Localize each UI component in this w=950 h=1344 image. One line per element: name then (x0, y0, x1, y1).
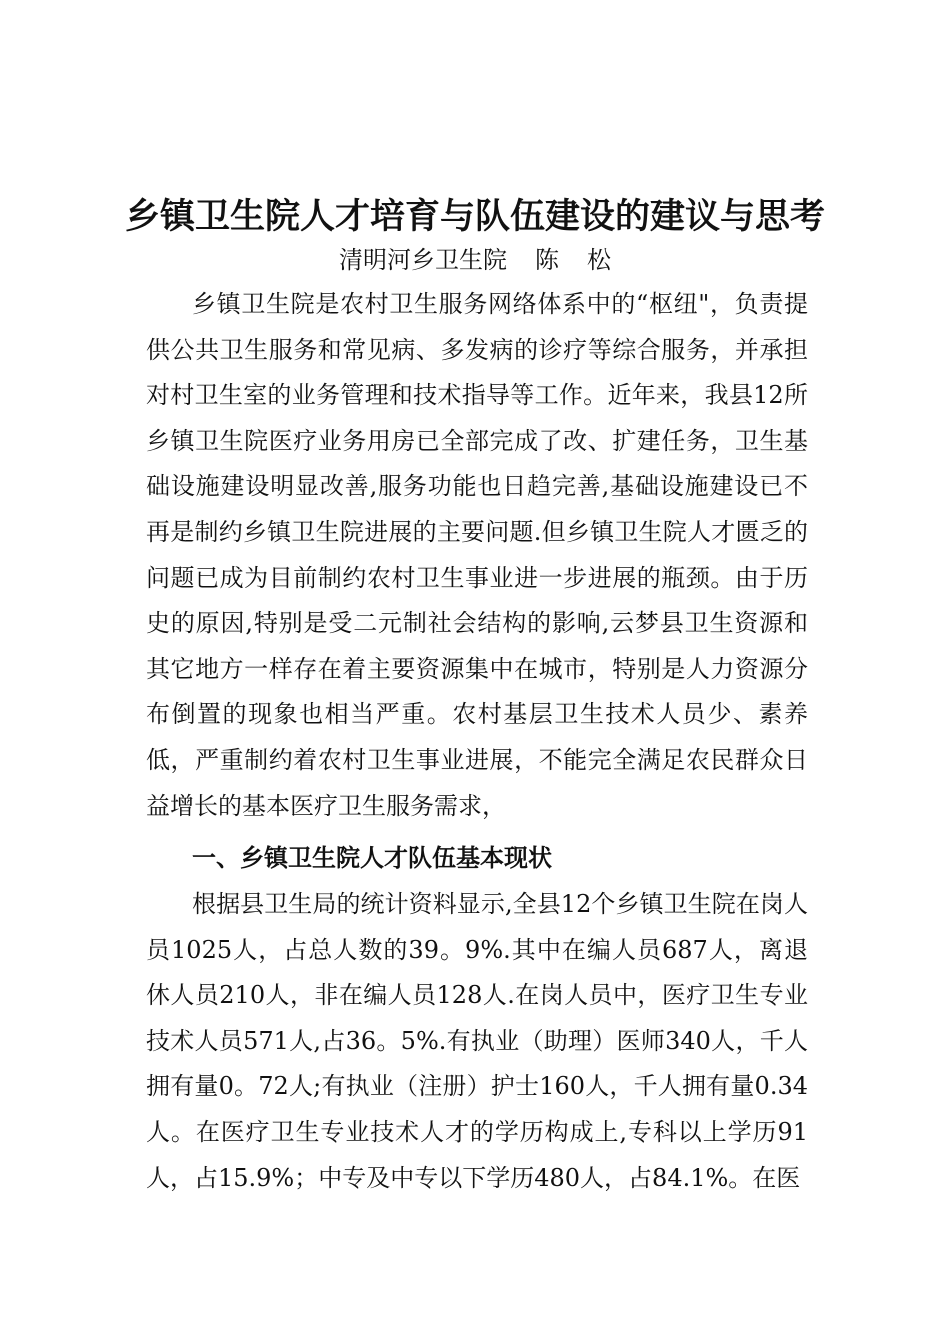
document-title: 乡镇卫生院人才培育与队伍建设的建议与思考 (124, 197, 825, 238)
section-paragraph: 根据县卫生局的统计资料显示,全县12个乡镇卫生院在岗人员1025人，占总人数的39。9%.其中在编人员687人，离退休人员210人，非在编人员128人.在岗人员中，医疗卫生专业技术人员571人,占36。5%.有执业（助理）医师340人，千人拥有量0。72人;有执业（注册）护士160人，千人拥有量0.34人。在医疗卫生专业技术人才的学历构成上,专科以上学历91人，占15.9%；中专及中专以下学历480人，占84.1%。在医 (146, 890, 808, 1192)
intro-paragraph: 乡镇卫生院是农村卫生服务网络体系中的“枢纽"，负责提供公共卫生服务和常见病、多发病的诊疗等综合服务，并承担对村卫生室的业务管理和技术指导等工作。近年来，我县12所乡镇卫生院医疗业务用房已全部完成了改、扩建任务，卫生基础设施建设明显改善,服务功能也日趋完善,基础设施建设已不再是制约乡镇卫生院进展的主要问题.但乡镇卫生院人才匮乏的问题已成为目前制约农村卫生事业进一步进展的瓶颈。由于历史的原因,特别是受二元制社会结构的影响,云梦县卫生资源和其它地方一样存在着主要资源集中在城市，特别是人力资源分布倒置的现象也相当严重。农村基层卫生技术人员少、素养低，严重制约着农村卫生事业进展，不能完全满足农民群众日益增长的基本医疗卫生服务需求， (146, 290, 808, 820)
author-name-first: 陈 (535, 246, 559, 274)
section-heading: 一、乡镇卫生院人才队伍基本现状 (192, 844, 552, 872)
author-name-second: 松 (587, 246, 611, 274)
author-line (0, 240, 950, 280)
author-organization: 清明河乡卫生院 (339, 246, 507, 274)
